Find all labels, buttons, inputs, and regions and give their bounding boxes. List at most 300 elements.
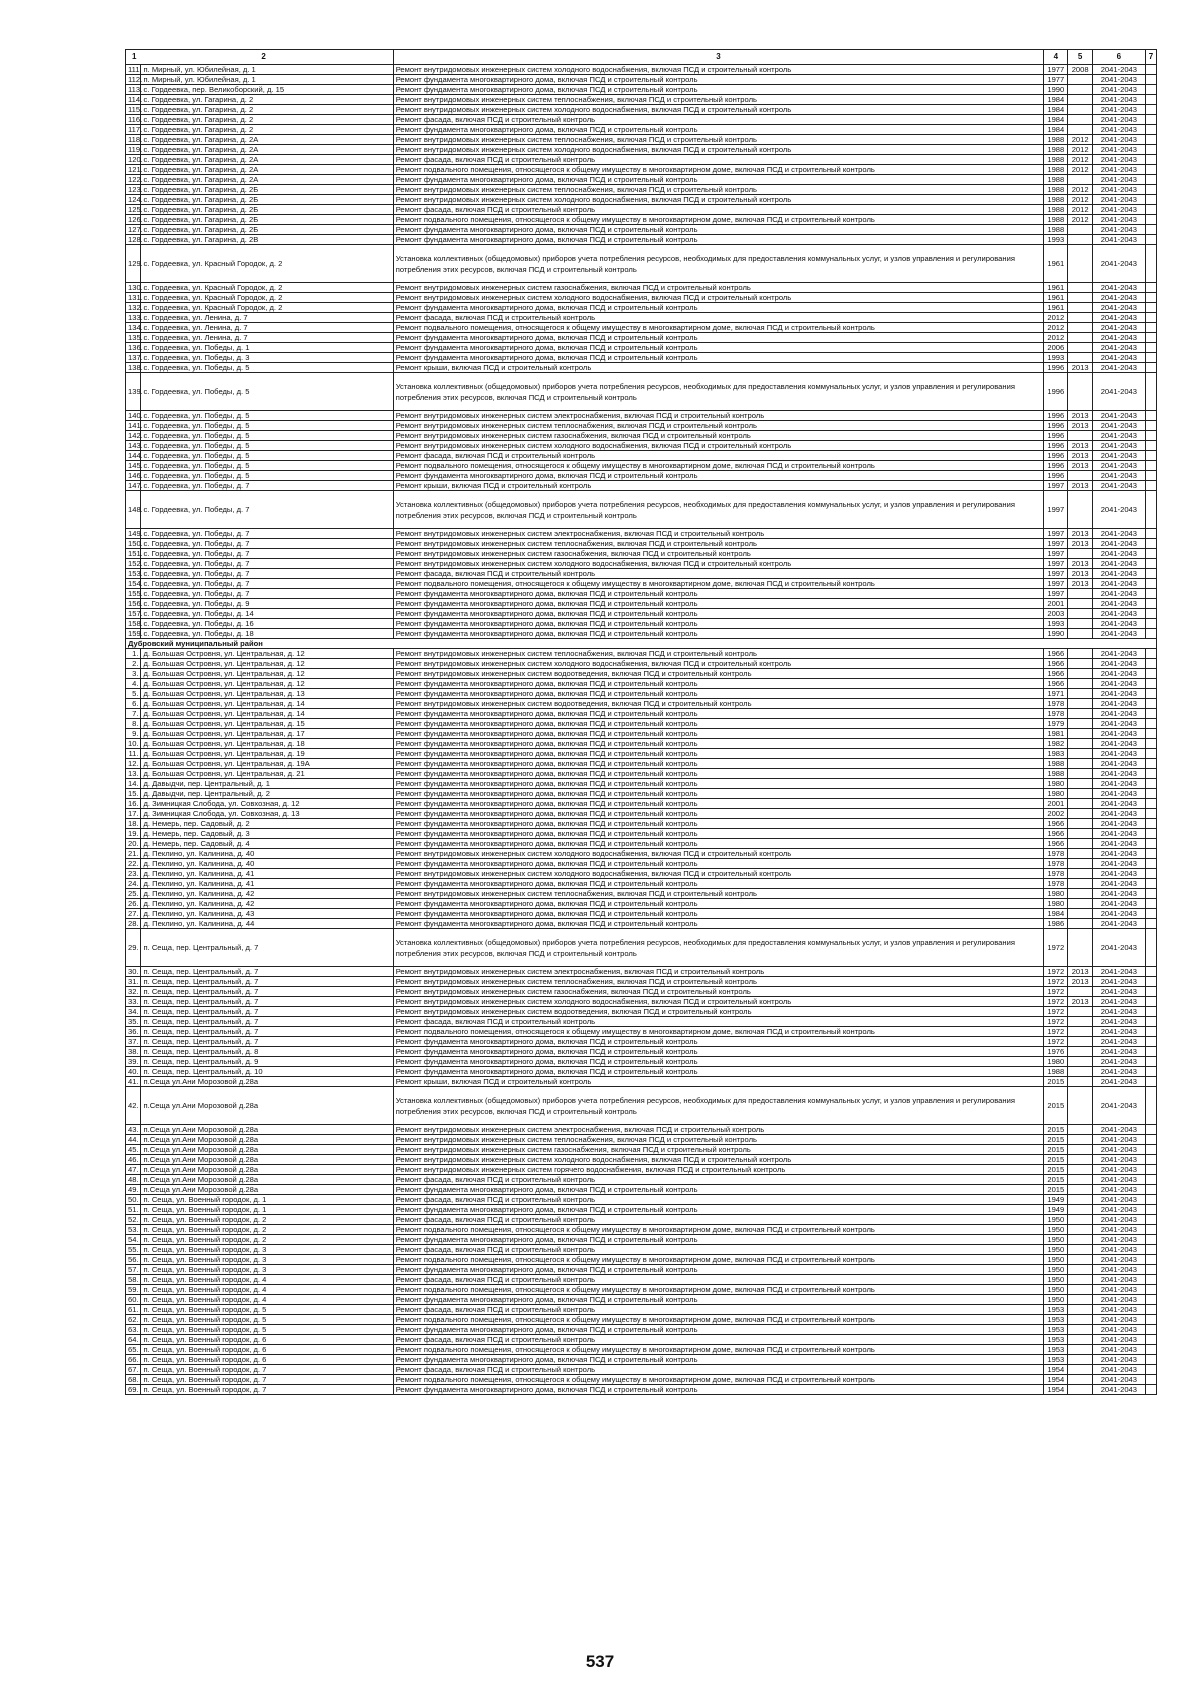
work-type-cell: Ремонт подвального помещения, относящегося к общему имуществу в многоквартирном доме, включая ПСД и строительный контроль [393, 1255, 1043, 1265]
work-type-cell: Ремонт фасада, включая ПСД и строительный контроль [393, 451, 1043, 461]
year-commissioned-cell: 1977 [1044, 75, 1068, 85]
planned-period-cell: 2041-2043 [1092, 629, 1145, 639]
row-number: 45. [126, 1145, 141, 1155]
address-cell: п. Сеща, ул. Военный городок, д. 3 [141, 1245, 393, 1255]
empty-cell [1145, 1145, 1156, 1155]
year-commissioned-cell: 1978 [1044, 699, 1068, 709]
address-cell: с. Гордеевка, ул. Победы, д. 5 [141, 441, 393, 451]
empty-cell [1145, 569, 1156, 579]
year-last-repair-cell [1068, 1385, 1092, 1395]
year-last-repair-cell [1068, 1325, 1092, 1335]
planned-period-cell: 2041-2043 [1092, 323, 1145, 333]
planned-period-cell: 2041-2043 [1092, 589, 1145, 599]
work-type-cell: Ремонт фасада, включая ПСД и строительный контроль [393, 1195, 1043, 1205]
address-cell: с. Гордеевка, ул. Победы, д. 5 [141, 471, 393, 481]
header-col-7: 7 [1145, 50, 1156, 65]
year-last-repair-cell [1068, 1145, 1092, 1155]
empty-cell [1145, 1275, 1156, 1285]
planned-period-cell: 2041-2043 [1092, 987, 1145, 997]
planned-period-cell: 2041-2043 [1092, 889, 1145, 899]
table-row [126, 1365, 1157, 1375]
address-cell: д. Немерь, пер. Садовый, д. 4 [141, 839, 393, 849]
row-number: 40. [126, 1067, 141, 1077]
row-number: 25. [126, 889, 141, 899]
row-number: 154. [126, 579, 141, 589]
table-row [126, 1007, 1157, 1017]
address-cell: п.Сеща ул.Ани Морозовой д.28а [141, 1165, 393, 1175]
work-type-cell: Ремонт фундамента многоквартирного дома, включая ПСД и строительный контроль [393, 909, 1043, 919]
empty-cell [1145, 225, 1156, 235]
planned-period-cell: 2041-2043 [1092, 155, 1145, 165]
planned-period-cell: 2041-2043 [1092, 1385, 1145, 1395]
year-commissioned-cell: 1953 [1044, 1345, 1068, 1355]
planned-period-cell: 2041-2043 [1092, 599, 1145, 609]
row-number: 155. [126, 589, 141, 599]
planned-period-cell: 2041-2043 [1092, 1195, 1145, 1205]
planned-period-cell: 2041-2043 [1092, 195, 1145, 205]
work-type-cell: Ремонт фундамента многоквартирного дома, включая ПСД и строительный контроль [393, 1355, 1043, 1365]
work-type-cell: Ремонт фундамента многоквартирного дома, включая ПСД и строительный контроль [393, 1067, 1043, 1077]
empty-cell [1145, 343, 1156, 353]
planned-period-cell: 2041-2043 [1092, 839, 1145, 849]
work-type-cell: Ремонт фундамента многоквартирного дома, включая ПСД и строительный контроль [393, 1057, 1043, 1067]
work-type-cell: Ремонт фундамента многоквартирного дома, включая ПСД и строительный контроль [393, 225, 1043, 235]
planned-period-cell: 2041-2043 [1092, 789, 1145, 799]
address-cell: д. Пеклино, ул. Калинина, д. 43 [141, 909, 393, 919]
year-last-repair-cell [1068, 75, 1092, 85]
year-commissioned-cell: 1980 [1044, 1057, 1068, 1067]
row-number: 123. [126, 185, 141, 195]
table-row [126, 1087, 1157, 1125]
year-commissioned-cell: 1950 [1044, 1265, 1068, 1275]
empty-cell [1145, 313, 1156, 323]
row-number: 55. [126, 1245, 141, 1255]
planned-period-cell: 2041-2043 [1092, 1245, 1145, 1255]
table-row [126, 1017, 1157, 1027]
year-last-repair-cell [1068, 491, 1092, 529]
table-row [126, 539, 1157, 549]
planned-period-cell: 2041-2043 [1092, 491, 1145, 529]
table-row [126, 333, 1157, 343]
table-row [126, 1125, 1157, 1135]
year-commissioned-cell: 1997 [1044, 481, 1068, 491]
address-cell: с. Гордеевка, пер. Великоборский, д. 15 [141, 85, 393, 95]
year-commissioned-cell: 2015 [1044, 1155, 1068, 1165]
address-cell: д. Большая Островня, ул. Центральная, д. 13 [141, 689, 393, 699]
planned-period-cell: 2041-2043 [1092, 1335, 1145, 1345]
address-cell: с. Гордеевка, ул. Победы, д. 5 [141, 421, 393, 431]
table-row [126, 669, 1157, 679]
work-type-cell: Ремонт фундамента многоквартирного дома, включая ПСД и строительный контроль [393, 1325, 1043, 1335]
work-type-cell: Ремонт фасада, включая ПСД и строительный контроль [393, 1017, 1043, 1027]
row-number: 122. [126, 175, 141, 185]
year-last-repair-cell [1068, 709, 1092, 719]
address-cell: с. Гордеевка, ул. Победы, д. 5 [141, 431, 393, 441]
row-number: 43. [126, 1125, 141, 1135]
table-row [126, 759, 1157, 769]
table-row [126, 343, 1157, 353]
table-row [126, 849, 1157, 859]
planned-period-cell: 2041-2043 [1092, 1295, 1145, 1305]
year-commissioned-cell: 1950 [1044, 1285, 1068, 1295]
address-cell: д. Немерь, пер. Садовый, д. 2 [141, 819, 393, 829]
row-number: 145. [126, 461, 141, 471]
year-last-repair-cell [1068, 619, 1092, 629]
address-cell: с. Гордеевка, ул. Победы, д. 7 [141, 491, 393, 529]
year-last-repair-cell: 2012 [1068, 195, 1092, 205]
empty-cell [1145, 869, 1156, 879]
table-row [126, 977, 1157, 987]
row-number: 62. [126, 1315, 141, 1325]
year-commissioned-cell: 1961 [1044, 303, 1068, 313]
planned-period-cell: 2041-2043 [1092, 1175, 1145, 1185]
year-commissioned-cell: 1972 [1044, 1007, 1068, 1017]
work-type-cell: Установка коллективных (общедомовых) приборов учета потребления ресурсов, необходимых для предоставления коммунальных услуг, и узлов управления и регулирования потребления этих ресурсов, включая ПСД и строительный контроль [393, 245, 1043, 283]
empty-cell [1145, 919, 1156, 929]
table-row [126, 471, 1157, 481]
year-commissioned-cell: 1953 [1044, 1305, 1068, 1315]
year-last-repair-cell: 2013 [1068, 451, 1092, 461]
year-last-repair-cell: 2012 [1068, 205, 1092, 215]
planned-period-cell: 2041-2043 [1092, 1087, 1145, 1125]
empty-cell [1145, 1185, 1156, 1195]
address-cell: с. Гордеевка, ул. Гагарина, д. 2А [141, 155, 393, 165]
empty-cell [1145, 649, 1156, 659]
address-cell: д. Зимницкая Слобода, ул. Совхозная, д. 13 [141, 809, 393, 819]
address-cell: п. Сеща, ул. Военный городок, д. 4 [141, 1275, 393, 1285]
work-type-cell: Ремонт подвального помещения, относящегося к общему имуществу в многоквартирном доме, включая ПСД и строительный контроль [393, 323, 1043, 333]
year-last-repair-cell [1068, 779, 1092, 789]
empty-cell [1145, 769, 1156, 779]
year-commissioned-cell: 1953 [1044, 1355, 1068, 1365]
year-last-repair-cell [1068, 323, 1092, 333]
work-type-cell: Ремонт фасада, включая ПСД и строительный контроль [393, 1365, 1043, 1375]
year-last-repair-cell [1068, 1017, 1092, 1027]
work-type-cell: Ремонт фундамента многоквартирного дома, включая ПСД и строительный контроль [393, 819, 1043, 829]
empty-cell [1145, 699, 1156, 709]
header-col-2-cell [126, 50, 394, 65]
work-type-cell: Ремонт внутридомовых инженерных систем газоснабжения, включая ПСД и строительный контроль [393, 431, 1043, 441]
row-number: 120. [126, 155, 141, 165]
address-cell: п. Сеща, пер. Центральный, д. 7 [141, 987, 393, 997]
address-cell: д. Давыдчи, пер. Центральный, д. 2 [141, 789, 393, 799]
row-number: 34. [126, 1007, 141, 1017]
header-col-2: 2 [261, 52, 266, 61]
row-number: 14. [126, 779, 141, 789]
address-cell: с. Гордеевка, ул. Гагарина, д. 2А [141, 165, 393, 175]
planned-period-cell: 2041-2043 [1092, 421, 1145, 431]
work-type-cell: Ремонт фундамента многоквартирного дома, включая ПСД и строительный контроль [393, 1037, 1043, 1047]
planned-period-cell: 2041-2043 [1092, 749, 1145, 759]
work-type-cell: Ремонт внутридомовых инженерных систем теплоснабжения, включая ПСД и строительный контроль [393, 889, 1043, 899]
planned-period-cell: 2041-2043 [1092, 1037, 1145, 1047]
row-number: 30. [126, 967, 141, 977]
table-row [126, 411, 1157, 421]
work-type-cell: Ремонт фасада, включая ПСД и строительный контроль [393, 1175, 1043, 1185]
year-commissioned-cell: 1996 [1044, 461, 1068, 471]
address-cell: с. Гордеевка, ул. Победы, д. 18 [141, 629, 393, 639]
table-row [126, 461, 1157, 471]
table-row [126, 1215, 1157, 1225]
row-number: 18. [126, 819, 141, 829]
empty-cell [1145, 679, 1156, 689]
empty-cell [1145, 135, 1156, 145]
row-number: 131. [126, 293, 141, 303]
work-type-cell: Ремонт внутридомовых инженерных систем газоснабжения, включая ПСД и строительный контроль [393, 1145, 1043, 1155]
year-commissioned-cell: 1988 [1044, 175, 1068, 185]
row-number: 37. [126, 1037, 141, 1047]
year-commissioned-cell: 1988 [1044, 195, 1068, 205]
year-commissioned-cell: 2006 [1044, 343, 1068, 353]
address-cell: д. Большая Островня, ул. Центральная, д. 17 [141, 729, 393, 739]
year-commissioned-cell: 1990 [1044, 85, 1068, 95]
address-cell: с. Гордеевка, ул. Победы, д. 7 [141, 569, 393, 579]
planned-period-cell: 2041-2043 [1092, 235, 1145, 245]
planned-period-cell: 2041-2043 [1092, 1355, 1145, 1365]
planned-period-cell: 2041-2043 [1092, 929, 1145, 967]
table-body [126, 65, 1157, 1395]
row-number: 33. [126, 997, 141, 1007]
empty-cell [1145, 471, 1156, 481]
year-commissioned-cell: 1950 [1044, 1255, 1068, 1265]
row-number: 63. [126, 1325, 141, 1335]
empty-cell [1145, 779, 1156, 789]
empty-cell [1145, 669, 1156, 679]
year-last-repair-cell [1068, 889, 1092, 899]
row-number: 44. [126, 1135, 141, 1145]
work-type-cell: Ремонт крыши, включая ПСД и строительный контроль [393, 1077, 1043, 1087]
year-last-repair-cell [1068, 869, 1092, 879]
empty-cell [1145, 491, 1156, 529]
row-number: 29. [126, 929, 141, 967]
table-row [126, 1047, 1157, 1057]
empty-cell [1145, 1235, 1156, 1245]
planned-period-cell: 2041-2043 [1092, 1235, 1145, 1245]
address-cell: д. Пеклино, ул. Калинина, д. 42 [141, 889, 393, 899]
table-row [126, 1225, 1157, 1235]
address-cell: п. Сеща, ул. Военный городок, д. 6 [141, 1345, 393, 1355]
table-row [126, 739, 1157, 749]
row-number: 149. [126, 529, 141, 539]
empty-cell [1145, 451, 1156, 461]
work-type-cell: Ремонт фундамента многоквартирного дома, включая ПСД и строительный контроль [393, 125, 1043, 135]
work-type-cell: Ремонт внутридомовых инженерных систем электроснабжения, включая ПСД и строительный контроль [393, 967, 1043, 977]
address-cell: п. Сеща, ул. Военный городок, д. 7 [141, 1385, 393, 1395]
year-commissioned-cell: 1984 [1044, 115, 1068, 125]
year-commissioned-cell: 2015 [1044, 1185, 1068, 1195]
year-commissioned-cell: 1984 [1044, 125, 1068, 135]
table-row [126, 997, 1157, 1007]
empty-cell [1145, 293, 1156, 303]
table-row [126, 599, 1157, 609]
row-number: 48. [126, 1175, 141, 1185]
work-type-cell: Ремонт фундамента многоквартирного дома, включая ПСД и строительный контроль [393, 919, 1043, 929]
address-cell: п. Сеща, пер. Центральный, д. 7 [141, 1017, 393, 1027]
planned-period-cell: 2041-2043 [1092, 175, 1145, 185]
empty-cell [1145, 689, 1156, 699]
year-commissioned-cell: 1997 [1044, 559, 1068, 569]
address-cell: д. Пеклино, ул. Калинина, д. 42 [141, 899, 393, 909]
table-row [126, 809, 1157, 819]
empty-cell [1145, 421, 1156, 431]
year-last-repair-cell [1068, 1037, 1092, 1047]
work-type-cell: Ремонт внутридомовых инженерных систем газоснабжения, включая ПСД и строительный контроль [393, 549, 1043, 559]
year-commissioned-cell: 1950 [1044, 1235, 1068, 1245]
row-number: 158. [126, 619, 141, 629]
row-number: 8. [126, 719, 141, 729]
table-row [126, 125, 1157, 135]
year-commissioned-cell: 2015 [1044, 1165, 1068, 1175]
row-number: 54. [126, 1235, 141, 1245]
empty-cell [1145, 539, 1156, 549]
address-cell: с. Гордеевка, ул. Победы, д. 5 [141, 461, 393, 471]
table-row [126, 135, 1157, 145]
planned-period-cell: 2041-2043 [1092, 65, 1145, 75]
empty-cell [1145, 609, 1156, 619]
table-row [126, 929, 1157, 967]
planned-period-cell: 2041-2043 [1092, 75, 1145, 85]
address-cell: с. Гордеевка, ул. Красный Городок, д. 2 [141, 245, 393, 283]
planned-period-cell: 2041-2043 [1092, 919, 1145, 929]
empty-cell [1145, 889, 1156, 899]
row-number: 115. [126, 105, 141, 115]
planned-period-cell: 2041-2043 [1092, 1375, 1145, 1385]
work-type-cell: Ремонт фундамента многоквартирного дома, включая ПСД и строительный контроль [393, 85, 1043, 95]
table-row [126, 719, 1157, 729]
row-number: 146. [126, 471, 141, 481]
planned-period-cell: 2041-2043 [1092, 1275, 1145, 1285]
year-last-repair-cell [1068, 609, 1092, 619]
row-number: 49. [126, 1185, 141, 1195]
empty-cell [1145, 1365, 1156, 1375]
year-last-repair-cell [1068, 235, 1092, 245]
work-type-cell: Ремонт внутридомовых инженерных систем водоотведения, включая ПСД и строительный контроль [393, 1007, 1043, 1017]
address-cell: с. Гордеевка, ул. Победы, д. 7 [141, 529, 393, 539]
address-cell: п.Сеща ул.Ани Морозовой д.28а [141, 1155, 393, 1165]
work-type-cell: Ремонт подвального помещения, относящегося к общему имуществу в многоквартирном доме, включая ПСД и строительный контроль [393, 1345, 1043, 1355]
year-last-repair-cell [1068, 719, 1092, 729]
table-row [126, 491, 1157, 529]
work-type-cell: Установка коллективных (общедомовых) приборов учета потребления ресурсов, необходимых для предоставления коммунальных услуг, и узлов управления и регулирования потребления этих ресурсов, включая ПСД и строительный контроль [393, 491, 1043, 529]
year-last-repair-cell [1068, 373, 1092, 411]
work-type-cell: Ремонт подвального помещения, относящегося к общему имуществу в многоквартирном доме, включая ПСД и строительный контроль [393, 1285, 1043, 1295]
year-commissioned-cell: 1978 [1044, 709, 1068, 719]
year-last-repair-cell [1068, 659, 1092, 669]
year-commissioned-cell: 1971 [1044, 689, 1068, 699]
work-type-cell: Установка коллективных (общедомовых) приборов учета потребления ресурсов, необходимых для предоставления коммунальных услуг, и узлов управления и регулирования потребления этих ресурсов, включая ПСД и строительный контроль [393, 373, 1043, 411]
table-row [126, 363, 1157, 373]
row-number: 26. [126, 899, 141, 909]
address-cell: д. Большая Островня, ул. Центральная, д. 18 [141, 739, 393, 749]
year-last-repair-cell [1068, 1245, 1092, 1255]
year-last-repair-cell [1068, 1125, 1092, 1135]
table-row [126, 869, 1157, 879]
year-last-repair-cell: 2013 [1068, 441, 1092, 451]
row-number: 13. [126, 769, 141, 779]
year-last-repair-cell: 2013 [1068, 967, 1092, 977]
empty-cell [1145, 185, 1156, 195]
year-commissioned-cell: 1996 [1044, 451, 1068, 461]
address-cell: п. Сеща, ул. Военный городок, д. 5 [141, 1315, 393, 1325]
year-last-repair-cell [1068, 549, 1092, 559]
planned-period-cell: 2041-2043 [1092, 1017, 1145, 1027]
row-number: 21. [126, 849, 141, 859]
row-number: 65. [126, 1345, 141, 1355]
table-row [126, 1027, 1157, 1037]
address-cell: с. Гордеевка, ул. Гагарина, д. 2 [141, 115, 393, 125]
address-cell: с. Гордеевка, ул. Гагарина, д. 2В [141, 235, 393, 245]
empty-cell [1145, 749, 1156, 759]
planned-period-cell: 2041-2043 [1092, 569, 1145, 579]
table-row [126, 313, 1157, 323]
year-last-repair-cell [1068, 105, 1092, 115]
year-last-repair-cell [1068, 1315, 1092, 1325]
year-last-repair-cell [1068, 1185, 1092, 1195]
table-row [126, 559, 1157, 569]
row-number: 53. [126, 1225, 141, 1235]
empty-cell [1145, 909, 1156, 919]
work-type-cell: Ремонт подвального помещения, относящегося к общему имуществу в многоквартирном доме, включая ПСД и строительный контроль [393, 1225, 1043, 1235]
year-commissioned-cell: 1984 [1044, 105, 1068, 115]
planned-period-cell: 2041-2043 [1092, 313, 1145, 323]
year-last-repair-cell [1068, 909, 1092, 919]
row-number: 112. [126, 75, 141, 85]
row-number: 67. [126, 1365, 141, 1375]
empty-cell [1145, 1057, 1156, 1067]
year-last-repair-cell [1068, 1345, 1092, 1355]
year-last-repair-cell [1068, 1255, 1092, 1265]
year-commissioned-cell: 1996 [1044, 411, 1068, 421]
empty-cell [1145, 579, 1156, 589]
year-last-repair-cell: 2013 [1068, 977, 1092, 987]
empty-cell [1145, 245, 1156, 283]
work-type-cell: Ремонт фундамента многоквартирного дома, включая ПСД и строительный контроль [393, 829, 1043, 839]
planned-period-cell: 2041-2043 [1092, 659, 1145, 669]
empty-cell [1145, 1385, 1156, 1395]
work-type-cell: Ремонт внутридомовых инженерных систем теплоснабжения, включая ПСД и строительный контроль [393, 539, 1043, 549]
table-row [126, 619, 1157, 629]
planned-period-cell: 2041-2043 [1092, 1305, 1145, 1315]
empty-cell [1145, 977, 1156, 987]
address-cell: с. Гордеевка, ул. Гагарина, д. 2Б [141, 215, 393, 225]
year-commissioned-cell: 1982 [1044, 739, 1068, 749]
planned-period-cell: 2041-2043 [1092, 471, 1145, 481]
row-number: 59. [126, 1285, 141, 1295]
address-cell: д. Большая Островня, ул. Центральная, д. 21 [141, 769, 393, 779]
planned-period-cell: 2041-2043 [1092, 669, 1145, 679]
work-type-cell: Ремонт внутридомовых инженерных систем водоотведения, включая ПСД и строительный контроль [393, 699, 1043, 709]
table-row [126, 1057, 1157, 1067]
table-row [126, 1315, 1157, 1325]
planned-period-cell: 2041-2043 [1092, 185, 1145, 195]
empty-cell [1145, 145, 1156, 155]
address-cell: с. Гордеевка, ул. Ленина, д. 7 [141, 333, 393, 343]
planned-period-cell: 2041-2043 [1092, 1165, 1145, 1175]
empty-cell [1145, 549, 1156, 559]
row-number: 17. [126, 809, 141, 819]
row-number: 1. [126, 649, 141, 659]
year-commissioned-cell: 1976 [1044, 1047, 1068, 1057]
row-number: 113. [126, 85, 141, 95]
row-number: 58. [126, 1275, 141, 1285]
table-row [126, 95, 1157, 105]
year-last-repair-cell [1068, 125, 1092, 135]
year-commissioned-cell: 1954 [1044, 1385, 1068, 1395]
planned-period-cell: 2041-2043 [1092, 1135, 1145, 1145]
table-row [126, 1375, 1157, 1385]
work-type-cell: Ремонт внутридомовых инженерных систем холодного водоснабжения, включая ПСД и строительный контроль [393, 659, 1043, 669]
row-number: 22. [126, 859, 141, 869]
